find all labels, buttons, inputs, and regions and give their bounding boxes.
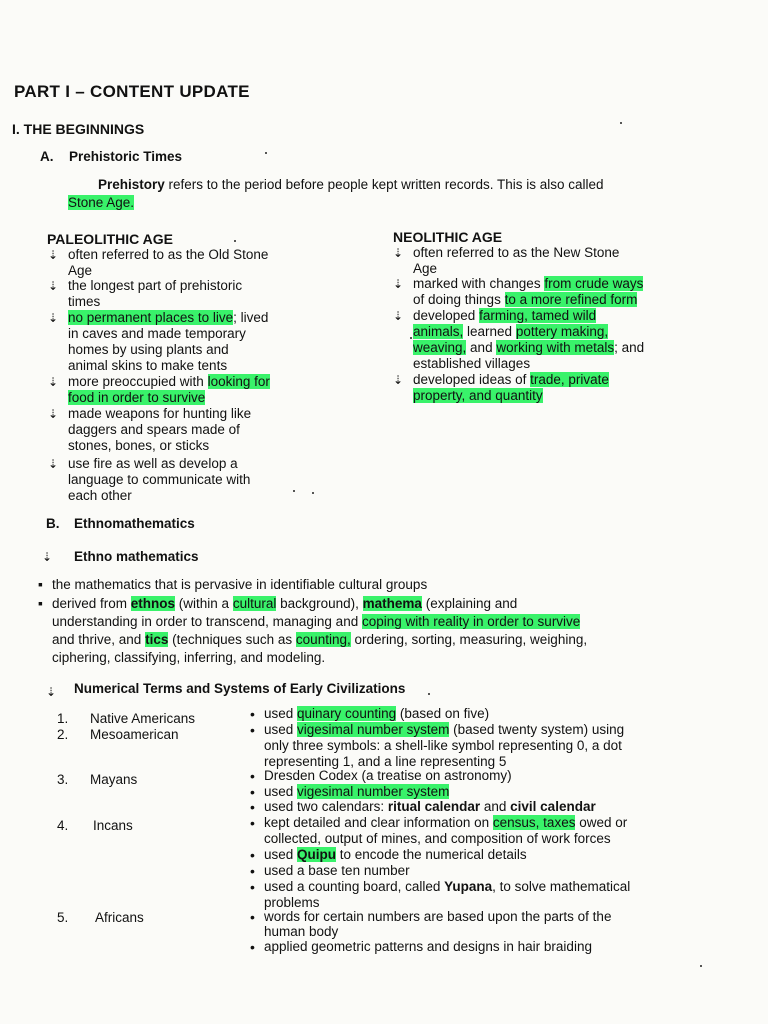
civ-number: 4. (57, 818, 69, 833)
neolithic-heading: NEOLITHIC AGE (393, 229, 503, 245)
paleolithic-list: ⇣ often referred to as the Old Stone Age ⇣ the longest part of prehistoric times ⇣ no permanent places to live; lived in caves and made temporary homes by using plants and animal skins to make tents ⇣ more preoccupied with looking for food in order to survive ⇣ made weapons for hunting like daggers and spears made of stones, bones, or sticks ⇣ use fire as well as develop a language to communicate with each other (48, 247, 270, 503)
neolithic-list: ⇣ often referred to as the New Stone Age ⇣ marked with changes from crude ways of doing things to a more refined form ⇣ developed farming, tamed wild animals, learned pottery making, weaving, and working with metals; and established villages ⇣ developed ideas of trade, private property, and quantity (393, 245, 645, 403)
scan-speck (700, 965, 702, 967)
scan-speck (293, 490, 295, 492)
down-arrow-bullet-icon: ⇣ (48, 375, 59, 389)
subsection-label: A. (40, 149, 54, 164)
page-title: PART I – CONTENT UPDATE (14, 82, 250, 101)
filled-dot-bullet-icon: • (250, 722, 255, 738)
filled-dot-bullet-icon: • (250, 879, 255, 895)
section-heading: I. THE BEGINNINGS (12, 121, 145, 137)
civ-number: 2. (57, 727, 69, 742)
filled-dot-bullet-icon: • (250, 799, 255, 815)
prehistory-term: Prehistory (98, 177, 165, 192)
down-arrow-bullet-icon: ⇣ (393, 246, 404, 260)
down-arrow-bullet-icon: ⇣ (393, 373, 404, 387)
civ-number: 5. (57, 910, 69, 925)
civ-name: Native Americans (90, 711, 196, 726)
scan-speck (428, 693, 430, 695)
paleolithic-heading: PALEOLITHIC AGE (47, 231, 173, 247)
down-arrow-bullet-icon: ⇣ (393, 309, 404, 323)
filled-dot-bullet-icon: • (250, 815, 255, 831)
down-arrow-bullet-icon: ⇣ (48, 457, 59, 471)
scan-speck (234, 240, 236, 242)
filled-dot-bullet-icon: ▪ (38, 595, 43, 611)
civ-name: Mesoamerican (90, 727, 179, 742)
down-arrow-bullet-icon: ⇣ (48, 248, 59, 262)
down-arrow-bullet-icon: ⇣ (46, 685, 57, 699)
subsection-title: Prehistoric Times (69, 149, 183, 164)
filled-dot-bullet-icon: • (250, 909, 255, 925)
ethno-heading: Ethno mathematics (74, 549, 199, 564)
filled-dot-bullet-icon: • (250, 768, 255, 784)
civ-name: Africans (95, 910, 144, 925)
filled-dot-bullet-icon: • (250, 939, 255, 955)
scan-speck (410, 337, 412, 339)
civ-name: Mayans (90, 772, 138, 787)
filled-dot-bullet-icon: • (250, 847, 255, 863)
down-arrow-bullet-icon: ⇣ (48, 407, 59, 421)
down-arrow-bullet-icon: ⇣ (393, 277, 404, 291)
civilization-details: • used quinary counting (based on five) • used vigesimal number system (based twenty system) using only three symbols: a shell-like symbol representing 0, a dot representing 1, and a line representing 5 • Dresden Codex (a treatise on astronomy) • used vigesimal number system • used two calendars: ritual calendar and civil calendar • kept detailed and clear information on census, taxes owed or collected, output of mines, and composition of work forces • used Quipu to encode the numerical details • used a base ten number • used a counting board, called Yupana, to solve mathematical problems • words for certain numbers are based upon the parts of the human body • applied geometric patterns and designs in hair braiding (250, 706, 631, 955)
subsection-title: Ethnomathematics (74, 516, 195, 531)
down-arrow-bullet-icon: ⇣ (48, 311, 59, 325)
filled-dot-bullet-icon: • (250, 706, 255, 722)
scan-speck (265, 152, 267, 154)
down-arrow-bullet-icon: ⇣ (48, 279, 59, 293)
prehistory-paragraph: Prehistory refers to the period before people kept written records. This is also called (98, 177, 604, 192)
subsection-label: B. (46, 516, 60, 531)
civ-number: 1. (57, 711, 69, 726)
numerical-heading: Numerical Terms and Systems of Early Civilizations (74, 681, 406, 696)
down-arrow-bullet-icon: ⇣ (42, 550, 53, 564)
scan-speck (620, 122, 622, 124)
ethno-definition: ▪ the mathematics that is pervasive in identifiable cultural groups ▪ derived from ethnos (within a cultural background), mathema (explaining and understanding in order to transcend, managing and coping with reality in order to survive and thrive, and tics (techniques such as counting, ordering, sorting, measuring, weighing, ciphering, classifying, inferring, and modeling. (38, 576, 588, 665)
filled-dot-bullet-icon: • (250, 863, 255, 879)
filled-dot-bullet-icon: ▪ (38, 576, 43, 592)
civ-number: 3. (57, 772, 69, 787)
filled-dot-bullet-icon: • (250, 784, 255, 800)
scan-speck (312, 492, 314, 494)
prehistory-paragraph-line2: Stone Age. (68, 195, 135, 210)
civ-name: Incans (93, 818, 133, 833)
